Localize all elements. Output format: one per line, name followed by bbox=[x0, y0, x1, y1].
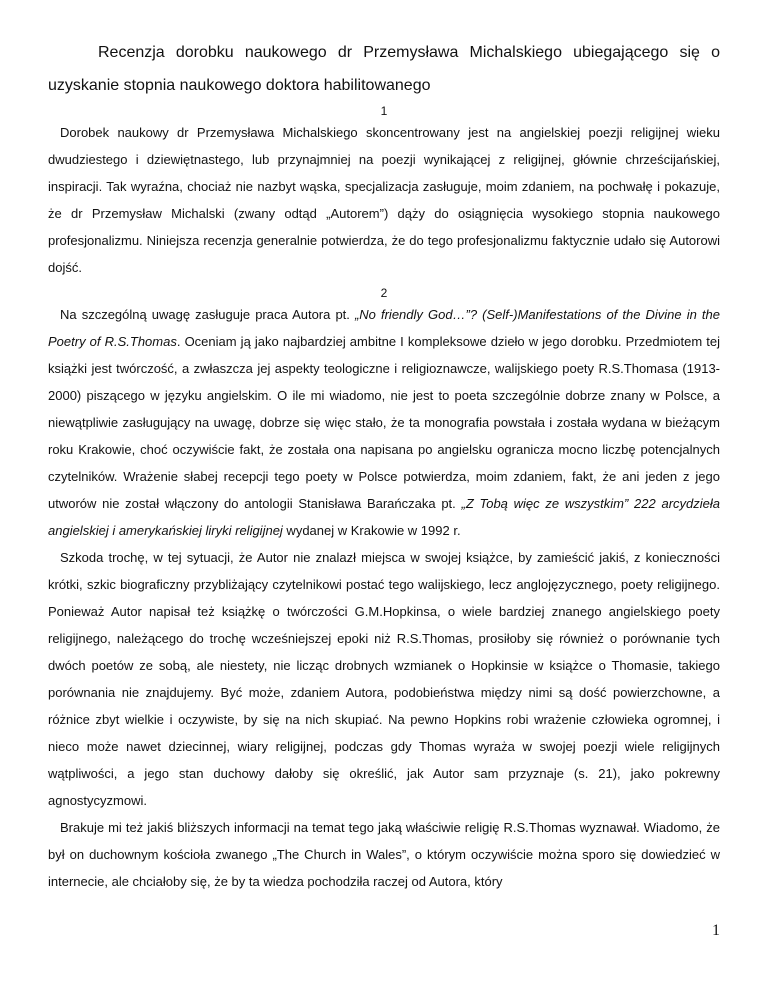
paragraph-text: wydanej w Krakowie w 1992 r. bbox=[282, 523, 461, 538]
anthology-title-italic: „Z Tobą więc ze wszystkim” 222 arcydzieła angielskiej i amerykańskiej liryki religijnej bbox=[48, 496, 720, 538]
book-title-italic: „No friendly God…”? (Self-)Manifestations of the Divine in the Poetry of R.S.Thomas bbox=[48, 307, 720, 349]
section-1-paragraph-1: Dorobek naukowy dr Przemysława Michalskiego skoncentrowany jest na angielskiej poezji religijnej wieku dwudziestego i dziewiętnastego, lub przynajmniej na poezji wynikającej z religijnej, głównie chrześcijańskiej, inspiracji. Tak wyraźna, chociaż nie nazbyt wąska, specjalizacja zasługuje, moim zdaniem, na pochwałę i pokazuje, że dr Przemysław Michalski (zwany odtąd „Autorem”) dąży do osiągnięcia wysokiego stopnia naukowego profesjonalizmu. Niniejsza recenzja generalnie potwierdza, że do tego profesjonalizmu faktycznie udało się Autorowi dojść. bbox=[48, 125, 720, 275]
section-number-1: 1 bbox=[380, 104, 388, 118]
page-number: 1 bbox=[712, 922, 720, 939]
paragraph-text: Na szczególną uwagę zasługuje praca Autora pt. bbox=[60, 307, 355, 322]
section-number-2: 2 bbox=[380, 286, 388, 300]
section-2-paragraph-2: Szkoda trochę, w tej sytuacji, że Autor nie znalazł miejsca w swojej książce, by zamieścić jakiś, z konieczności krótki, szkic biograficzny przybliżający czytelnikowi postać tego walijskiego, lecz anglojęzycznego, poety religijnego. Ponieważ Autor napisał też książkę o twórczości G.M.Hopkinsa, o wiele bardziej znanego angielskiego poety religijnego, należącego do trochę wcześniejszej epoki niż R.S.Thomas, prosiłoby się również o porównanie tych dwóch poetów ze sobą, ale niestety, nie licząc drobnych wzmianek o Hopkinsie w książce o Thomasie, takiego porównania nie znajdujemy. Być może, zdaniem Autora, podobieństwa między nimi są dość powierzchowne, a różnice zbyt wielkie i oczywiste, by się na nich skupiać. Na pewno Hopkins robi wrażenie człowieka ogromnej, i nieco może nawet dziecinnej, wiary religijnej, podczas gdy Thomas wyraża w swojej poezji wiele religijnych wątpliwości, a jego stan duchowy dałoby się określić, jak Autor sam przyznaje (s. 21), jako pokrewny agnostycyzmowi. bbox=[48, 550, 720, 808]
document-title: Recenzja dorobku naukowego dr Przemysława Michalskiego ubiegającego się o uzyskanie stopnia naukowego doktora habilitowanego bbox=[48, 44, 720, 94]
paragraph-text: . Oceniam ją jako najbardziej ambitne I kompleksowe dzieło w jego dorobku. Przedmiotem tej książki jest twórczość, a zwłaszcza jej aspekty teologiczne i religioznawcze, walijskiego poety R.S.Thomasa (1913-2000) piszącego w języku angielskim. O ile mi wiadomo, nie jest to poeta szczególnie dobrze znany w Polsce, a niewątpliwie zasługujący na uwagę, dobrze się więc stało, że ta monografia powstała i została wydana w bieżącym roku Krakowie, choć oczywiście fakt, że została ona napisana po angielsku ogranicza mocno liczbę potencjalnych czytelników. Wrażenie słabej recepcji tego poety w Polsce potwierdza, moim zdaniem, fakt, że ani jeden z jego utworów nie został włączony do antologii Stanisława Barańczaka pt. bbox=[48, 334, 721, 511]
section-2-paragraph-3: Brakuje mi też jakiś bliższych informacji na temat tego jaką właściwie religię R.S.Thomas wyznawał. Wiadomo, że był on duchownym kościoła zwanego „The Church in Wales”, o którym oczywiście można sporo się dowiedzieć w internecie, ale chciałoby się, że by ta wiedza pochodziła raczej od Autora, który bbox=[48, 820, 720, 889]
section-2-paragraph-1 bbox=[48, 301, 720, 544]
